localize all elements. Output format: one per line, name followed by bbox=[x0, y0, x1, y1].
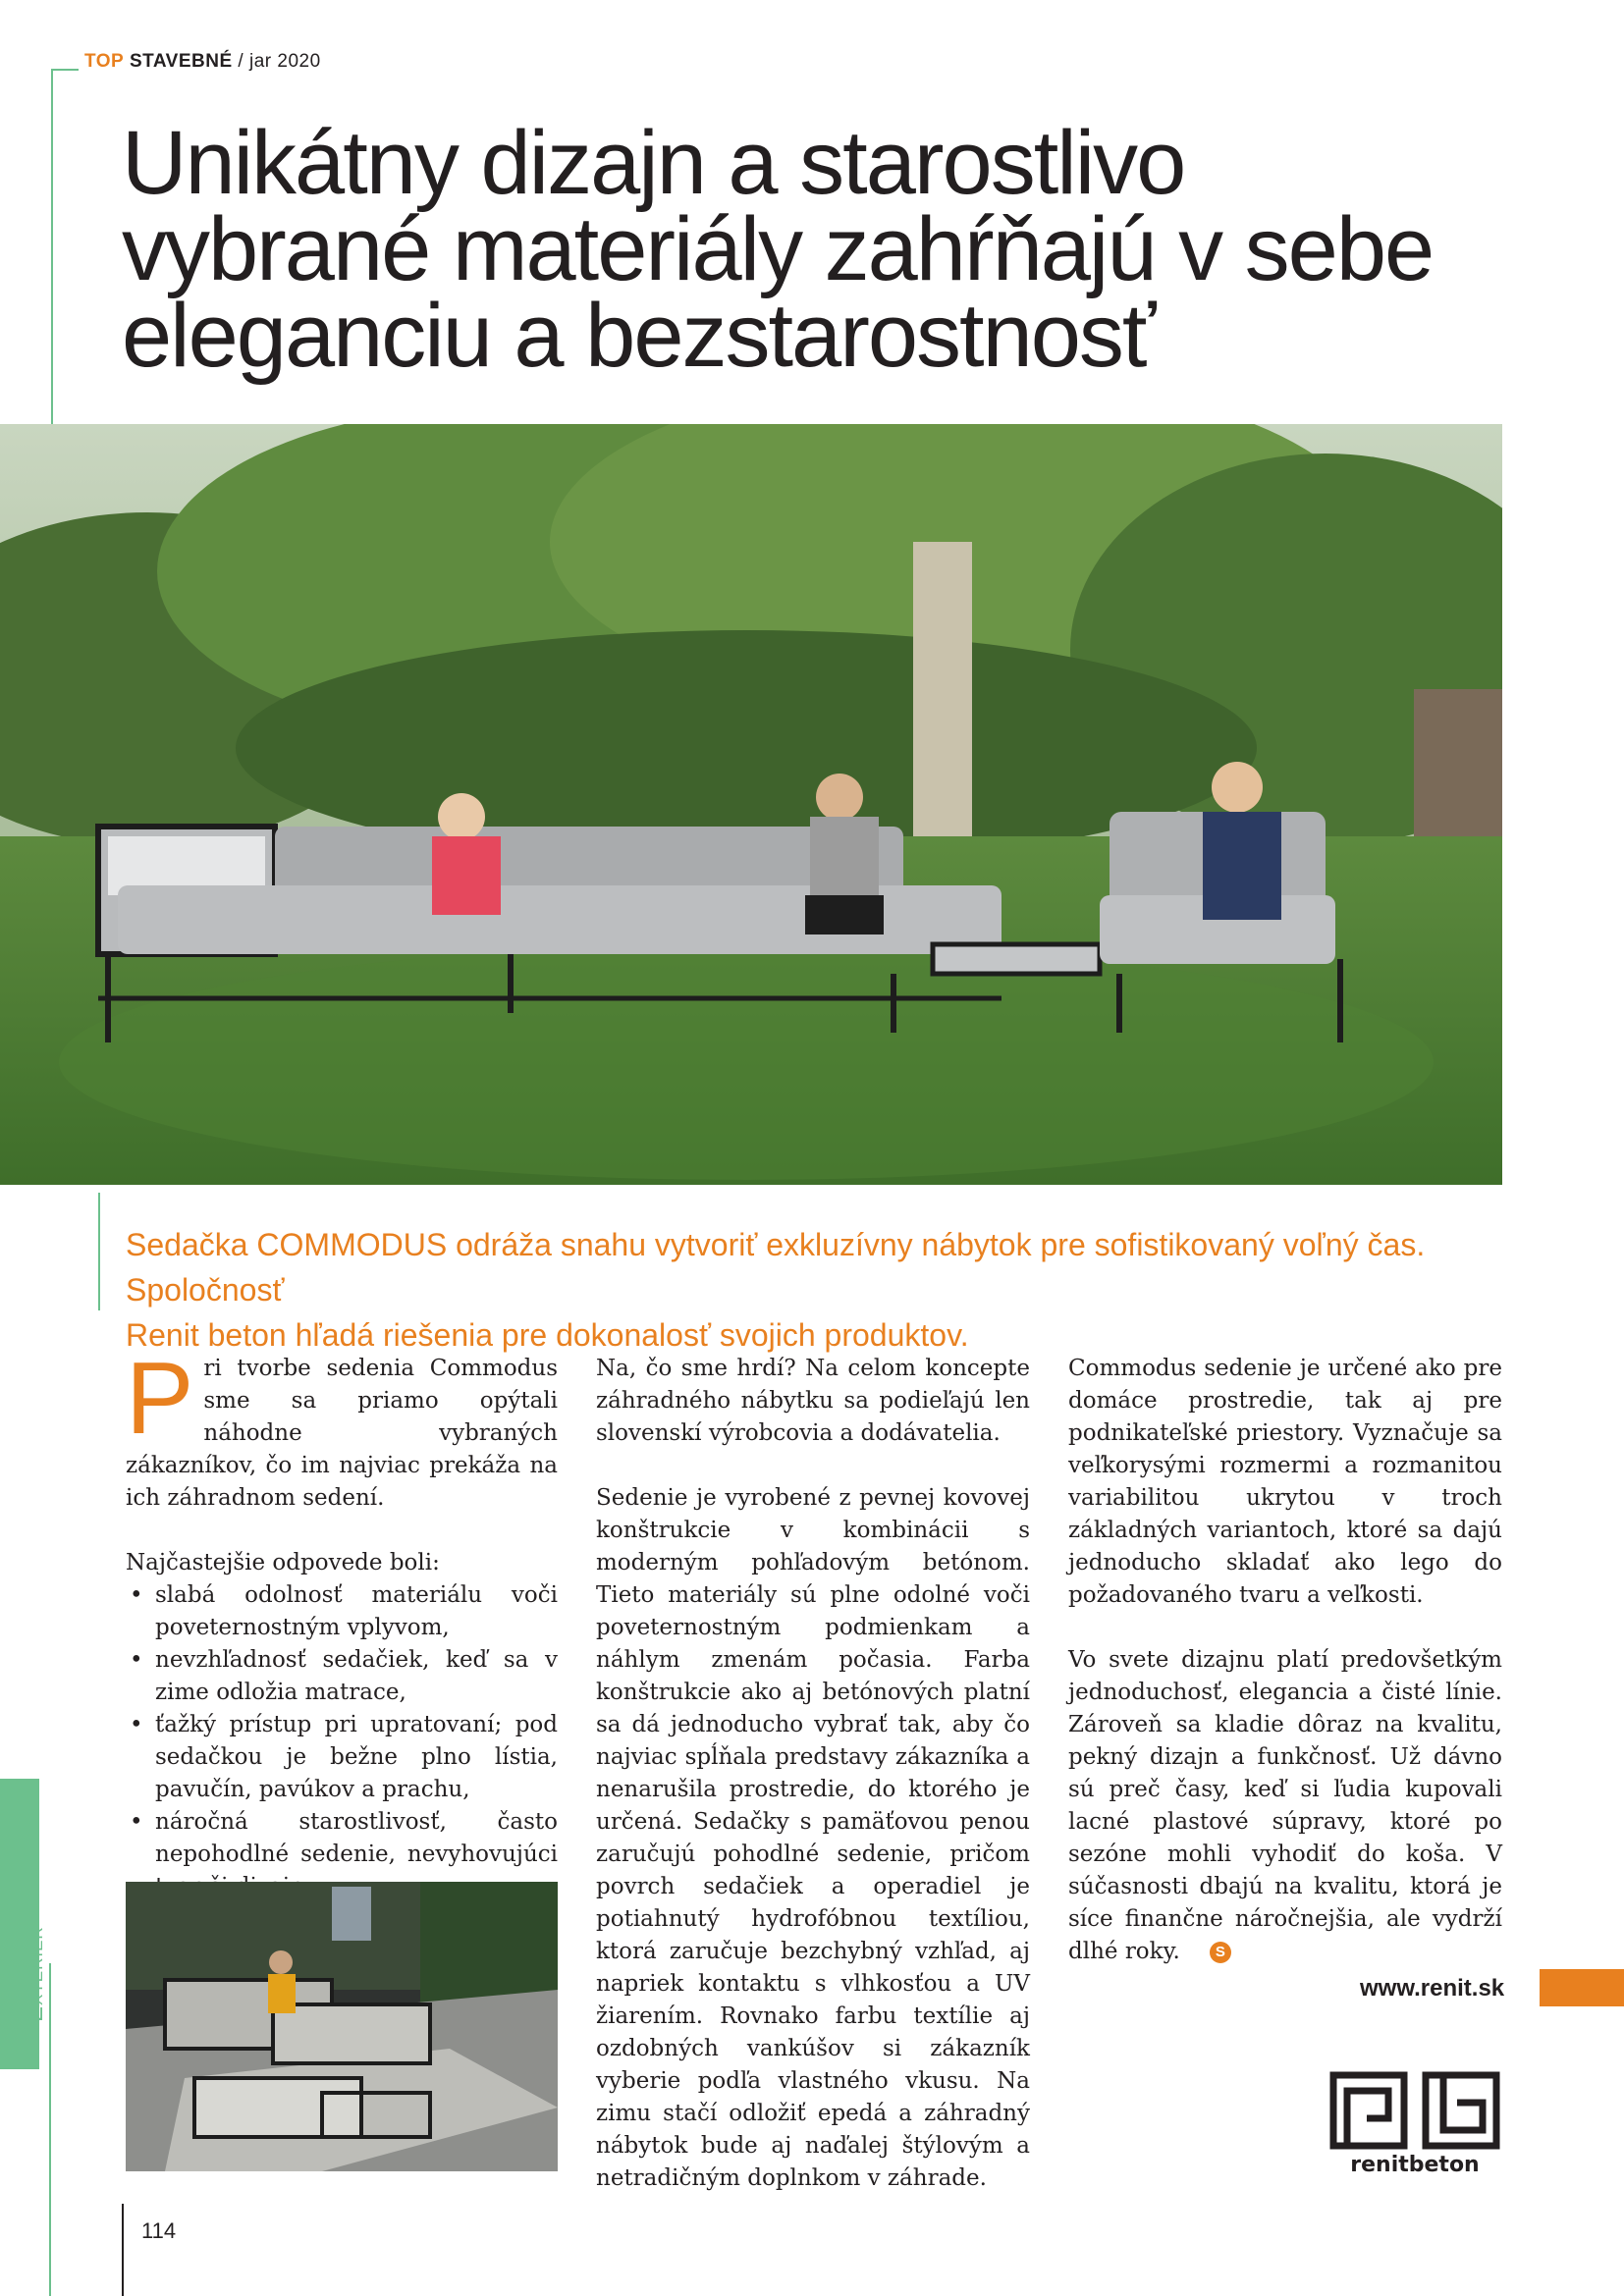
hero-garden-sofa-image bbox=[0, 424, 1502, 1185]
column-3-paragraph-2-text: Vo svete dizajnu platí predovšetkým jednoduchosť, elegancia a čisté línie. Zároveň sa kladie dôraz na kvalitu, pekný dizajn a funkčnosť. Už dávno sú preč časy, keď si ľudia kupovali lacné plastové súpravy, ktoré po sezóne mohli vyhodiť do koša. V súčasnosti dbajú na kvalitu, ktorá je síce finančne náročnejšia, ale vydrží dlhé roky. bbox=[1068, 1647, 1502, 1964]
headline-line-3: eleganciu a bezstarostnosť bbox=[122, 286, 1155, 386]
headline-line-1: Unikátny dizajn a starostlivo bbox=[122, 113, 1185, 213]
article-column-2 bbox=[596, 1353, 1030, 2227]
article-column-1 bbox=[126, 1342, 558, 1903]
header-rule-horizontal bbox=[51, 69, 79, 71]
column-2-paragraph-1: Na, čo sme hrdí? Na celom koncepte záhradného nábytku sa podieľajú len slovenskí výrobcovia a dodávatelia. bbox=[596, 1356, 1030, 1446]
answer-item: • ťažký prístup pri upratovaní; pod sedačkou je bežne plno lístia, pavučín, pavúkov a prachu, bbox=[126, 1709, 558, 1806]
renitbeton-logo-mark bbox=[1327, 2069, 1502, 2179]
company-url[interactable]: www.renit.sk bbox=[1360, 1975, 1505, 2002]
terrace-seating-image bbox=[126, 1882, 558, 2171]
footer-rule bbox=[122, 2204, 124, 2296]
answer-item: • nevzhľadnosť sedačiek, keď sa v zime odložia matrace, bbox=[126, 1644, 558, 1709]
hero-photo bbox=[0, 424, 1502, 1185]
answer-item: • náročná starostlivosť, často nepohodlné sedenie, nevyhovujúci bbox=[126, 1806, 558, 1903]
renitbeton-logo bbox=[1327, 2069, 1502, 2179]
article-lead bbox=[126, 1222, 1510, 1358]
column-3-paragraph-2 bbox=[1068, 1644, 1502, 1968]
header-issue: jar 2020 bbox=[248, 51, 321, 72]
intro-text: ri tvorbe sedenia Commodus sme sa priamo opýtali náhodne vybraných zákazníkov, čo im najviac prekáža na ich záhradnom sedení. bbox=[126, 1356, 558, 1511]
logo-text: renitbeton bbox=[1350, 2153, 1480, 2177]
orange-marker bbox=[1540, 1969, 1624, 2006]
terrace-photo bbox=[126, 1882, 558, 2171]
section-label: Exteriér bbox=[22, 1926, 48, 2022]
drop-cap: P bbox=[126, 1342, 194, 1456]
lead-line-2: Renit beton hľadá riešenia pre dokonalosť svojich produktov. bbox=[126, 1317, 969, 1353]
header-rule-vertical bbox=[51, 69, 53, 427]
page-number: 114 bbox=[141, 2218, 177, 2243]
lead-rule bbox=[98, 1193, 100, 1310]
column-2-paragraph-2: Sedenie je vyrobené z pevnej kovovej konštrukcie v kombinácii s moderným pohľadovým betónom. Tieto materiály sú plne odolné voči poveternostným podmienkam a náhlym zmenám počasia. Farba konštrukcie ako aj betónových platní sa dá jednoducho vybrať tak, aby čo najviac spĺňala predstavy zákazníka a nenarušila prostredie, do ktorého je určená. Sedačky s pamäťovou penou zaručujú pohodlné sedenie, pričom povrch sedačiek a operadiel je potiahnutý hydrofóbnou textíliou, ktorá zaručuje bezchybný vzhľad, aj napriek kontaktu s vlhkosťou a UV žiarením. Rovnako farbu textílie aj ozdobných vankúšov si zákazník vyberie podľa vlastného vkusu. Na zimu stačí odložiť epedá a záhradný nábytok bude aj naďalej štýlovým a netradičným doplnkom v záhrade. bbox=[596, 1485, 1030, 2191]
header-brand: TOP bbox=[84, 51, 125, 72]
lead-line-1: Sedačka COMMODUS odráža snahu vytvoriť exkluzívny nábytok pre sofistikovaný voľný čas. Spoločnosť bbox=[126, 1227, 1426, 1308]
column-3-paragraph-1: Commodus sedenie je určené ako pre domáce prostredie, tak aj pre podnikateľské priestory. Vyznačuje sa veľkorysými rozmermi a rozmanitou variabilitou ukrytou v troch základných variantoch, ktoré sa dajú jednoducho skladať ako lego do požadovaného tvaru a veľkosti. bbox=[1068, 1356, 1502, 1608]
header-section: STAVEBNÉ bbox=[130, 51, 233, 72]
magazine-header bbox=[84, 51, 321, 73]
article-headline bbox=[122, 113, 1516, 386]
headline-line-2: vybrané materiály zahŕňajú v sebe bbox=[122, 199, 1434, 299]
end-of-article-icon: S bbox=[1210, 1942, 1231, 1963]
intro-paragraph bbox=[126, 1342, 558, 1515]
article-column-3 bbox=[1068, 1353, 1505, 2002]
answers-intro: Najčastejšie odpovede boli: bbox=[126, 1550, 440, 1575]
answers-list bbox=[126, 1579, 558, 1903]
header-separator: / bbox=[232, 51, 249, 72]
answer-item: • slabá odolnosť materiálu voči poveternostným vplyvom, bbox=[126, 1579, 558, 1644]
